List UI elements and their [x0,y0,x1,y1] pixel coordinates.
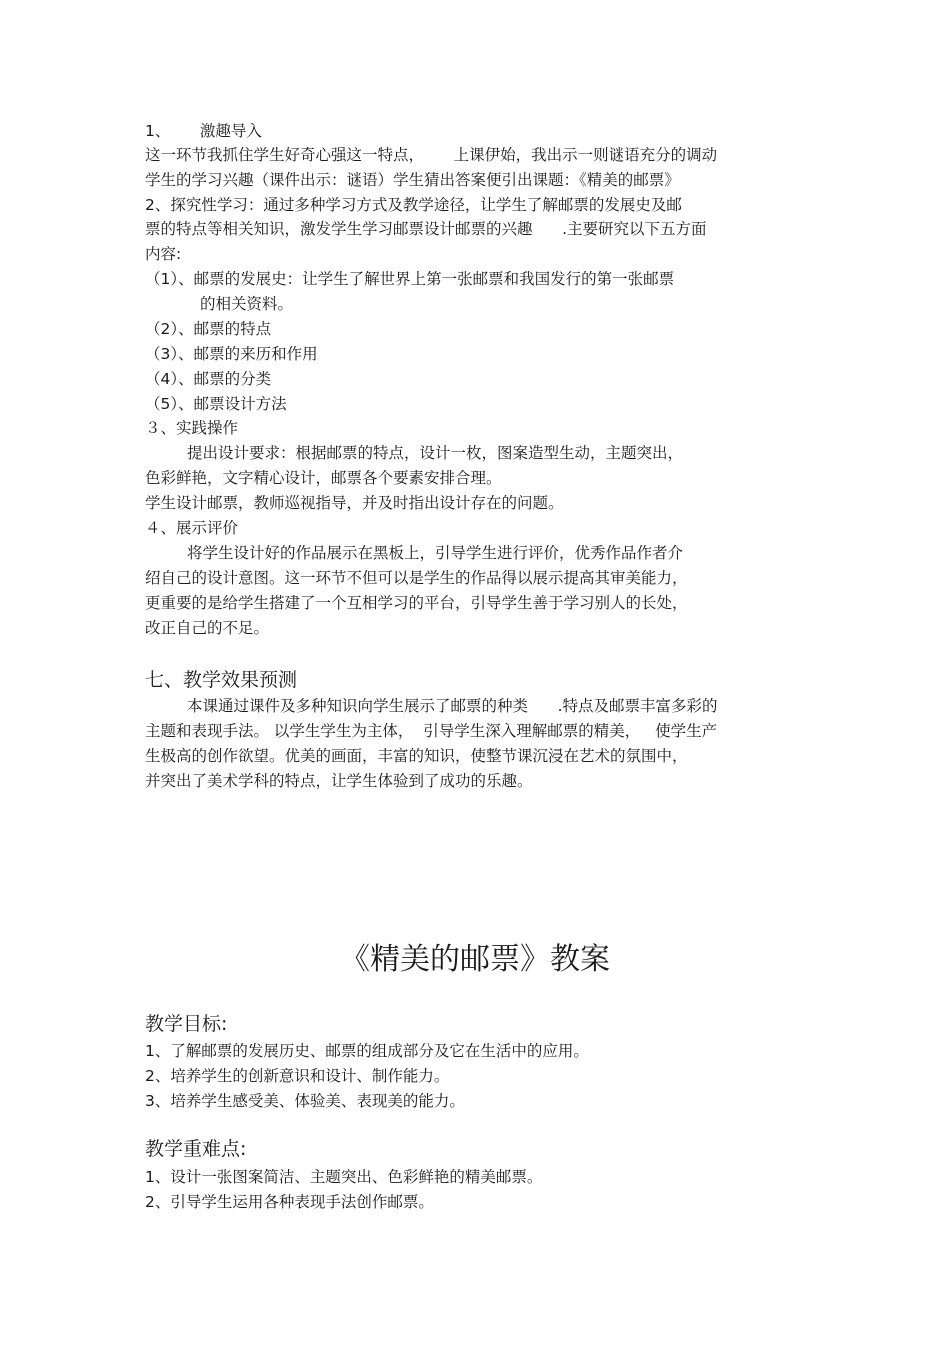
paragraph-line: 这一环节我抓住学生好奇心强这一特点， 上课伊始，我出示一则谜语充分的调动 [145,146,718,164]
paragraph-line: 生极高的创作欲望。优美的画面，丰富的知识，使整节课沉浸在艺术的氛围中， [145,747,688,765]
key-point-item: 1、设计一张图案简洁、主题突出、色彩鲜艳的精美邮票。 [145,1168,543,1186]
key-points-heading: 教学重难点: [145,1138,247,1160]
goal-item: 3、培养学生感受美、体验美、表现美的能力。 [145,1092,465,1110]
goals-heading: 教学目标: [145,1013,228,1035]
list-item: （1）、邮票的发展史：让学生了解世界上第一张邮票和我国发行的第一张邮票 [145,270,675,288]
section-4-heading: ４、展示评价 [145,519,239,537]
section-3-heading: ３、实践操作 [145,419,239,437]
paragraph-line: 改正自己的不足。 [145,619,270,637]
paragraph-line: 本课通过课件及多种知识向学生展示了邮票的种类 .特点及邮票丰富多彩的 [187,697,718,715]
list-item: （3）、邮票的来历和作用 [145,345,318,363]
paragraph-line: 将学生设计好的作品展示在黑板上，引导学生进行评价，优秀作品作者介 [187,544,684,562]
paragraph-line: 提出设计要求：根据邮票的特点，设计一枚，图案造型生动，主题突出， [187,444,684,462]
list-item: （5）、邮票设计方法 [145,395,287,413]
paragraph-line: 绍自己的设计意图。这一环节不但可以是学生的作品得以展示提高其审美能力， [145,569,688,587]
section-1-heading: 1、 激趣导入 [145,122,262,140]
paragraph-line: 学生设计邮票，教师巡视指导，并及时指出设计存在的问题。 [145,494,564,512]
paragraph-line: 主题和表现手法。 以学生学生为主体， 引导学生深入理解邮票的精美， 使学生产 [145,722,718,740]
goal-item: 1、了解邮票的发展历史、邮票的组成部分及它在生活中的应用。 [145,1042,589,1060]
paragraph-line: 色彩鲜艳，文字精心设计，邮票各个要素安排合理。 [145,469,502,487]
list-item-continuation: 的相关资料。 [200,295,294,313]
paragraph-line: 票的特点等相关知识，激发学生学习邮票设计邮票的兴趣 .主要研究以下五方面 [145,220,707,238]
paragraph-line: 学生的学习兴趣（课件出示：谜语）学生猜出答案便引出课题：《精美的邮票》 [145,171,680,189]
paragraph-line: 内容: [145,245,182,263]
section-7-heading: 七、教学效果预测 [145,669,298,691]
paragraph-line: 更重要的是给学生搭建了一个互相学习的平台，引导学生善于学习别人的长处， [145,594,688,612]
list-item: （2）、邮票的特点 [145,320,272,338]
goal-item: 2、培养学生的创新意识和设计、制作能力。 [145,1067,450,1085]
key-point-item: 2、引导学生运用各种表现手法创作邮票。 [145,1193,434,1211]
paragraph-line: 并突出了美术学科的特点，让学生体验到了成功的乐趣。 [145,772,533,790]
list-item: （4）、邮票的分类 [145,370,272,388]
section-2-heading: 2、探究性学习：通过多种学习方式及教学途径，让学生了解邮票的发展史及邮 [145,196,682,214]
document-title: 《精美的邮票》教案 [340,942,610,977]
